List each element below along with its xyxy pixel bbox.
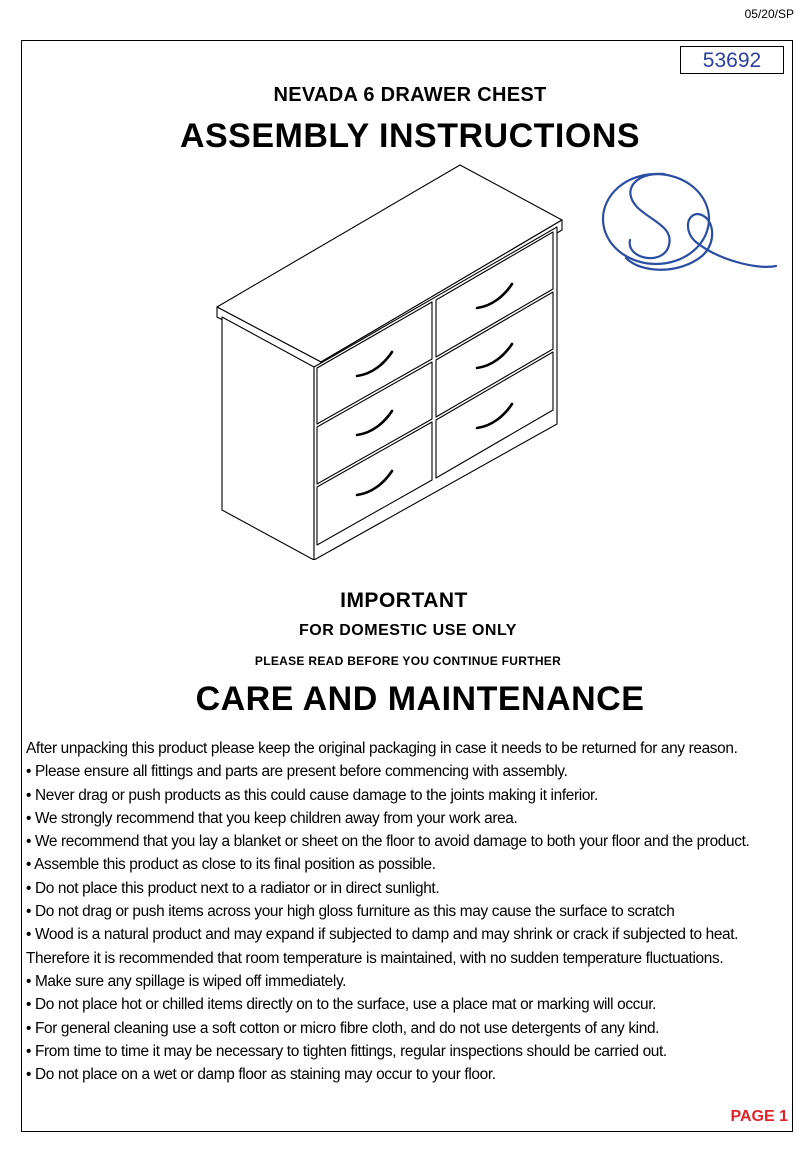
domestic-use-notice: FOR DOMESTIC USE ONLY (299, 622, 517, 639)
chest-of-drawers-illustration (212, 162, 574, 560)
care-item: • We recommend that you lay a blanket or sheet on the floor to avoid damage to both your floor and the product. (26, 833, 750, 851)
important-heading: IMPORTANT (340, 589, 468, 612)
care-item: • Do not place this product next to a radiator or in direct sunlight. (26, 879, 440, 897)
care-item: • Do not place on a wet or damp floor as staining may occur to your floor. (26, 1066, 496, 1084)
document-code: 05/20/SP (744, 7, 794, 21)
care-maintenance-heading: CARE AND MAINTENANCE (195, 680, 645, 718)
product-code-box: 53692 (680, 46, 784, 74)
care-item: • For general cleaning use a soft cotton or micro fibre cloth, and do not use detergents of any kind. (26, 1019, 660, 1037)
sl-logo-icon (598, 170, 780, 282)
product-name: NEVADA 6 DRAWER CHEST (273, 84, 547, 106)
care-instructions-list (26, 737, 790, 1086)
please-read-notice: PLEASE READ BEFORE YOU CONTINUE FURTHER (254, 654, 562, 668)
care-item: • We strongly recommend that you keep children away from your work area. (26, 809, 518, 827)
page-number-label: PAGE 1 (730, 1108, 788, 1125)
page-title: ASSEMBLY INSTRUCTIONS (179, 117, 641, 155)
care-item: • Assemble this product as close to its final position as possible. (26, 856, 436, 874)
care-item: Therefore it is recommended that room temperature is maintained, with no sudden temperature fluctuations. (26, 949, 724, 967)
care-item: • Do not drag or push items across your high gloss furniture as this may cause the surface to scratch (26, 903, 675, 921)
care-item: • Never drag or push products as this could cause damage to the joints making it inferior. (26, 786, 598, 804)
care-item: • Wood is a natural product and may expand if subjected to damp and may shrink or crack if subjected to heat. (26, 926, 739, 944)
care-item: • Please ensure all fittings and parts are present before commencing with assembly. (26, 763, 568, 781)
care-item: • Make sure any spillage is wiped off immediately. (26, 972, 347, 990)
care-item: After unpacking this product please keep the original packaging in case it needs to be returned for any reason. (26, 740, 738, 757)
care-item: • From time to time it may be necessary to tighten fittings, regular inspections should be carried out. (26, 1042, 667, 1060)
care-item: • Do not place hot or chilled items directly on to the surface, use a place mat or marking will occur. (26, 996, 657, 1014)
